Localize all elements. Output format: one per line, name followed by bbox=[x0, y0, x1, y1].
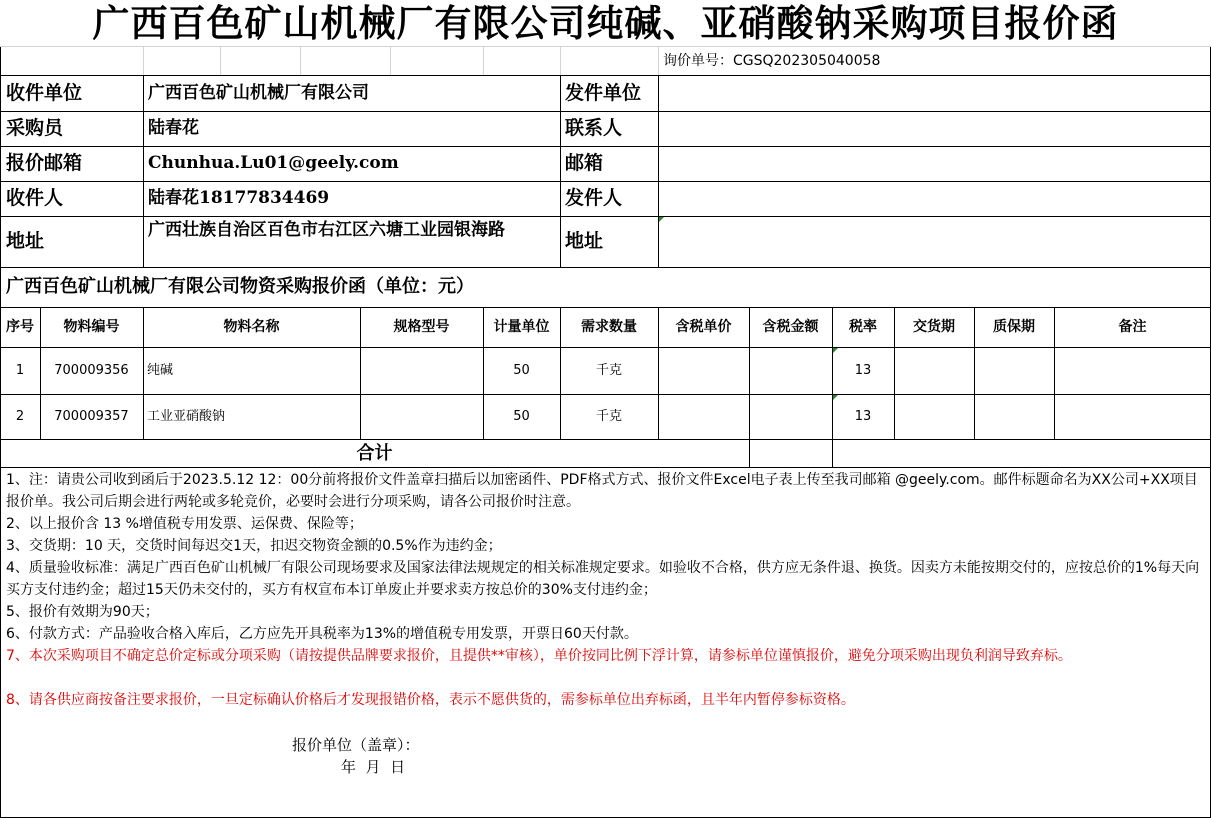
address-value: 广西壮族自治区百色市右江区六塘工业园银海路 bbox=[148, 220, 505, 240]
col-header-tax-rate: 税率 bbox=[849, 319, 877, 335]
table-row-2-no: 2 bbox=[15, 409, 25, 424]
table-row-1-no: 1 bbox=[15, 363, 25, 378]
note-2: 2、以上报价含 13 %增值税专用发票、运保费、保险等； bbox=[6, 516, 363, 532]
section-title: 广西百色矿山机械厂有限公司物资采购报价函（单位：元） bbox=[6, 276, 474, 297]
receiver-value: 陆春花18177834469 bbox=[148, 188, 330, 208]
email-value: Chunhua.Lu01@geely.com bbox=[148, 153, 399, 173]
send-unit-label: 发件单位 bbox=[565, 82, 642, 104]
col-header-amount: 含税金额 bbox=[762, 319, 819, 335]
table-row-1-unit: 50 bbox=[513, 363, 530, 378]
sender-label: 发件人 bbox=[565, 187, 623, 209]
contact-label: 联系人 bbox=[565, 117, 623, 139]
table-row-2-code: 700009357 bbox=[54, 409, 129, 424]
signature-unit: 报价单位（盖章）： bbox=[292, 736, 420, 754]
note-8: 8、请各供应商按备注要求报价，一旦定标确认价格后才发现报错价格，表示不愿供货的，需参标单位出弃标函，且半年内暂停参标资格。 bbox=[6, 692, 855, 708]
signature-date: 年 月 日 bbox=[341, 758, 406, 776]
email-label: 报价邮箱 bbox=[6, 152, 83, 174]
mail-label: 邮箱 bbox=[565, 152, 604, 174]
table-row-1-tax-rate: 13 bbox=[854, 363, 872, 378]
col-header-no: 序号 bbox=[6, 319, 34, 335]
col-header-unit-price: 含税单价 bbox=[675, 319, 732, 335]
table-row-2-qty: 千克 bbox=[595, 409, 622, 424]
col-header-name: 物料名称 bbox=[223, 319, 280, 335]
col-header-code: 物料编号 bbox=[63, 319, 120, 335]
note-6: 6、付款方式：产品验收合格入库后，乙方应先开具税率为13%的增值税专用发票，开票日60天付款。 bbox=[6, 626, 638, 642]
recv-unit-label: 收件单位 bbox=[6, 82, 83, 104]
table-row-2-tax-rate: 13 bbox=[854, 409, 872, 424]
col-header-spec: 规格型号 bbox=[393, 319, 450, 335]
table-row-1-qty: 千克 bbox=[595, 363, 622, 378]
cell-indicator bbox=[833, 348, 838, 353]
col-header-qty: 需求数量 bbox=[581, 319, 637, 335]
col-header-remarks: 备注 bbox=[1118, 319, 1147, 335]
cell-indicator bbox=[659, 217, 664, 222]
note-5: 5、报价有效期为90天； bbox=[6, 604, 159, 620]
table-row-2-name: 工业亚硝酸钠 bbox=[147, 409, 226, 424]
table-row-1-code: 700009356 bbox=[54, 363, 129, 378]
document-title: 广西百色矿山机械厂有限公司纯碱、亚硝酸钠采购项目报价函 bbox=[92, 1, 1119, 45]
recv-unit-value: 广西百色矿山机械厂有限公司 bbox=[148, 83, 369, 103]
cell-indicator bbox=[833, 395, 838, 400]
receiver-label: 收件人 bbox=[6, 187, 64, 209]
address2-label: 地址 bbox=[565, 230, 604, 252]
buyer-value: 陆春花 bbox=[148, 118, 199, 138]
col-header-unit: 计量单位 bbox=[493, 319, 550, 335]
note-3: 3、交货期：10 天，交货时间每迟交1天，扣迟交物资金额的0.5%作为违约金； bbox=[6, 538, 502, 554]
col-header-warranty: 质保期 bbox=[993, 319, 1035, 335]
note-7: 7、本次采购项目不确定总价定标或分项采购（请按提供品牌要求报价，且提供**审核），单价按同比例下浮计算，请参标单位谨慎报价，避免分项采购出现负利润导致弃标。 bbox=[6, 648, 1072, 664]
note-4: 4、质量验收标准：满足广西百色矿山机械厂有限公司现场要求及国家法律法规规定的相关标准规定要求。如验收不合格，供方应无条件退、换货。因卖方未能按期交付的，应按总价的1%每天向买方支付违约金；超过15天仍未交付的，买方有权宣布本订单废止并要求卖方按总价的30%支付违约金； bbox=[6, 560, 1200, 598]
note-1: 1、注：请贵公司收到函后于2023.5.12 12：00分前将报价文件盖章扫描后以加密函件、PDF格式方式、报价文件Excel电子表上传至我司邮箱 @geely.com。邮件标题命名为XX公司+XX项目报价单。我公司后期会进行两轮或多轮竞价，必要时会进行分项采购，请各公司报价时注意。 bbox=[6, 472, 1198, 510]
col-header-delivery: 交货期 bbox=[913, 319, 955, 335]
table-row-1-name: 纯碱 bbox=[147, 363, 174, 378]
total-label: 合计 bbox=[356, 443, 393, 464]
address-label: 地址 bbox=[6, 230, 45, 252]
buyer-label: 采购员 bbox=[6, 117, 64, 139]
inquiry-number: 询价单号：CGSQ202305040058 bbox=[663, 53, 881, 69]
table-row-2-unit: 50 bbox=[513, 409, 530, 424]
